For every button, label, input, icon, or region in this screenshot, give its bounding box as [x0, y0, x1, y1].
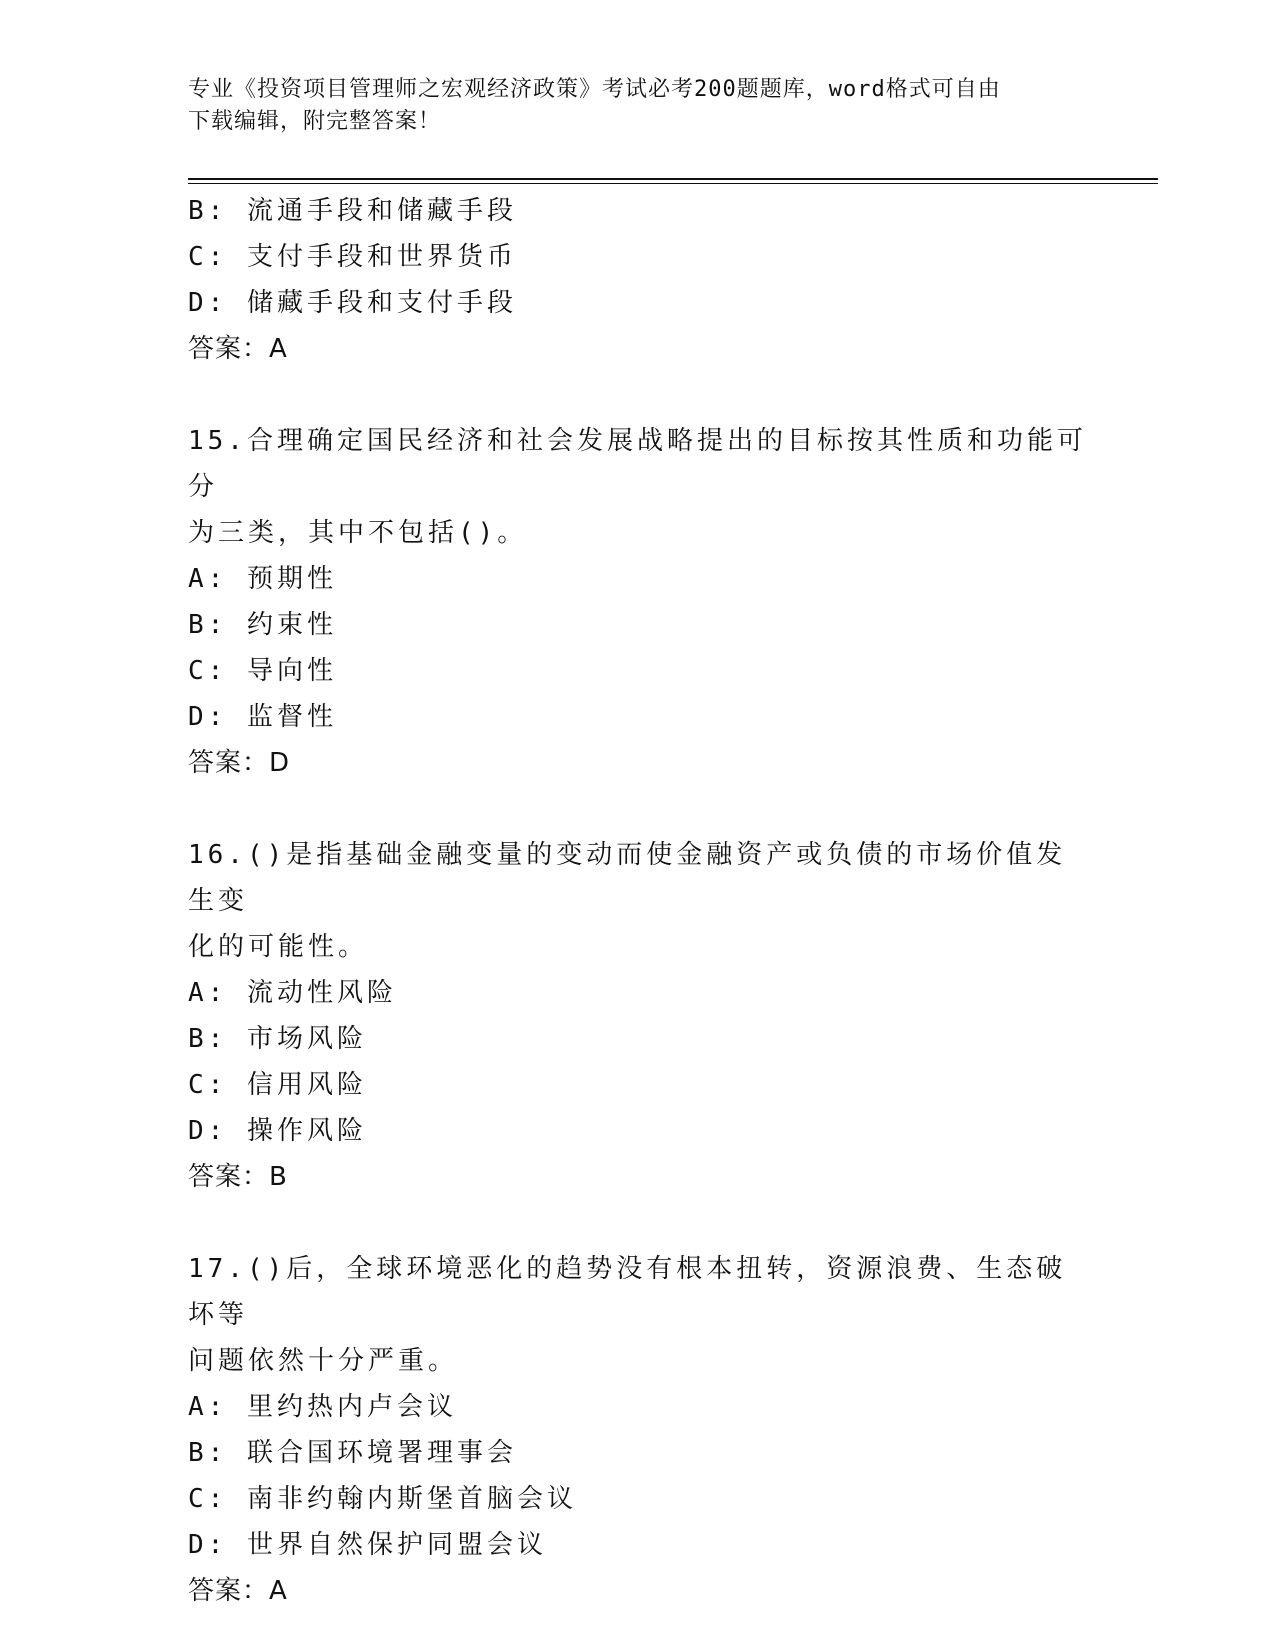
question-16	[188, 832, 1088, 1200]
question-text-line-1: 16.()是指基础金融变量的变动而使金融资产或负债的市场价值发生变	[188, 840, 1067, 916]
document-header	[188, 74, 1078, 138]
spacer	[188, 1200, 1088, 1246]
header-rule-thick	[188, 178, 1158, 180]
question-text-line-2: 问题依然十分严重。	[188, 1346, 459, 1376]
question-15	[188, 418, 1088, 786]
question-text-line-1: 15.合理确定国民经济和社会发展战略提出的目标按其性质和功能可分	[188, 426, 1087, 502]
option-c: C: 支付手段和世界货币	[188, 242, 517, 272]
option-c: C: 南非约翰内斯堡首脑会议	[188, 1484, 577, 1514]
spacer	[188, 372, 1088, 418]
header-line-2: 下载编辑，附完整答案！	[188, 109, 442, 134]
question-list	[188, 188, 1088, 1614]
option-d: D: 监督性	[188, 702, 337, 732]
option-b: B: 约束性	[188, 610, 337, 640]
answer-line: 答案：D	[188, 748, 291, 778]
answer-line: 答案：A	[188, 1576, 288, 1606]
option-d: D: 操作风险	[188, 1116, 367, 1146]
answer-line: 答案：B	[188, 1162, 288, 1192]
question-text-line-2: 化的可能性。	[188, 932, 369, 962]
prev-question-tail	[188, 188, 1088, 372]
answer-line: 答案：A	[188, 334, 288, 364]
header-rule-thin	[188, 183, 1158, 184]
option-a: A: 里约热内卢会议	[188, 1392, 457, 1422]
option-a: A: 流动性风险	[188, 978, 397, 1008]
question-17	[188, 1246, 1088, 1614]
header-line-1: 专业《投资项目管理师之宏观经济政策》考试必考200题题库，word格式可自由	[188, 77, 1001, 102]
spacer	[188, 786, 1088, 832]
question-text-line-1: 17.()后，全球环境恶化的趋势没有根本扭转，资源浪费、生态破坏等	[188, 1254, 1067, 1330]
question-text-line-2: 为三类，其中不包括()。	[188, 518, 528, 548]
option-a: A: 预期性	[188, 564, 337, 594]
option-d: D: 世界自然保护同盟会议	[188, 1530, 547, 1560]
option-b: B: 联合国环境署理事会	[188, 1438, 517, 1468]
option-b: B: 市场风险	[188, 1024, 367, 1054]
option-b: B: 流通手段和储藏手段	[188, 196, 517, 226]
option-d: D: 储藏手段和支付手段	[188, 288, 517, 318]
option-c: C: 信用风险	[188, 1070, 367, 1100]
option-c: C: 导向性	[188, 656, 337, 686]
